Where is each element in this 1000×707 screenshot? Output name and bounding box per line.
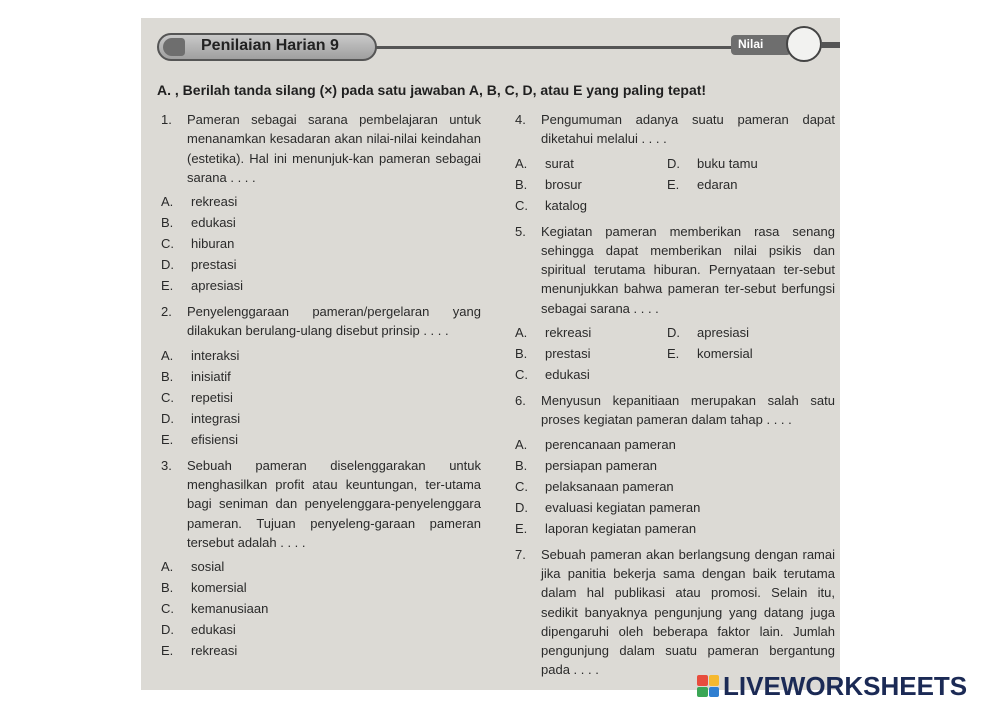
answer-option[interactable] xyxy=(515,434,835,455)
option-letter: C. xyxy=(515,197,528,213)
instruction-text: A. , Berilah tanda silang (×) pada satu jawaban A, B, C, D, atau E yang paling tepat! xyxy=(157,82,707,98)
question-number: 4. xyxy=(515,112,526,127)
answer-option[interactable] xyxy=(667,153,797,174)
answer-option[interactable] xyxy=(161,366,481,387)
answer-option[interactable] xyxy=(667,322,797,343)
option-text: edukasi xyxy=(191,215,236,231)
liveworksheets-logo-icon xyxy=(697,675,719,697)
option-letter: D. xyxy=(161,410,174,426)
score-bar-decoration xyxy=(821,42,840,48)
answer-option[interactable] xyxy=(161,254,481,275)
answer-option[interactable] xyxy=(515,174,667,195)
answer-option[interactable] xyxy=(515,364,667,385)
score-label-box xyxy=(731,35,791,55)
answer-option[interactable] xyxy=(667,343,797,364)
option-text: brosur xyxy=(545,176,582,192)
option-letter: E. xyxy=(667,346,680,362)
option-letter: B. xyxy=(515,346,528,362)
option-letter: A. xyxy=(515,325,528,341)
option-letter: B. xyxy=(515,176,528,192)
answer-option[interactable] xyxy=(515,343,667,364)
option-letter: C. xyxy=(515,367,528,383)
question-item xyxy=(515,110,835,149)
answer-option[interactable] xyxy=(515,455,835,476)
option-letter: D. xyxy=(515,499,528,515)
option-text: edukasi xyxy=(545,367,590,383)
option-letter: D. xyxy=(161,257,174,273)
question-item xyxy=(161,456,481,552)
question-number: 7. xyxy=(515,546,526,562)
option-letter: E. xyxy=(515,520,528,536)
answer-option[interactable] xyxy=(161,345,481,366)
answer-option[interactable] xyxy=(161,233,481,254)
question-item xyxy=(515,545,835,680)
answer-option[interactable] xyxy=(161,408,481,429)
logo-square xyxy=(709,687,720,698)
banner-cap-decoration xyxy=(163,38,185,56)
question-text: Sebuah pameran akan berlangsung dengan ramai jika panitia bekerja sama dengan baik terutama dalam hal publikasi atau promosi. Selain itu, sedikit banyaknya pengunjung yang datang juga dipengaruhi oleh beberapa faktor lain. Jumlah pengunjung dalam suatu pameran bergantung pada . . . . xyxy=(541,546,835,678)
option-text: inisiatif xyxy=(191,368,231,384)
answer-option[interactable] xyxy=(161,619,481,640)
answer-option[interactable] xyxy=(161,556,481,577)
answer-option[interactable] xyxy=(161,577,481,598)
option-text: edukasi xyxy=(191,622,236,638)
question-text: Kegiatan pameran memberikan rasa senang sehingga dapat memberikan nilai psikis dan spiritual terutama hiburan. Pernyataan ter-sebut menunjukkan bahwa pameran ter-sebut berfungsi sebagai sarana . . . . xyxy=(541,223,835,316)
option-letter: C. xyxy=(161,236,174,252)
option-text: buku tamu xyxy=(697,155,758,171)
option-text: prestasi xyxy=(191,257,237,273)
option-letter: D. xyxy=(667,325,680,341)
option-letter: E. xyxy=(667,176,680,192)
option-letter: A. xyxy=(515,155,528,171)
option-letter: E. xyxy=(161,643,174,659)
option-list xyxy=(161,345,481,450)
option-letter: B. xyxy=(515,457,528,473)
option-text: apresiasi xyxy=(191,278,244,294)
option-text: rekreasi xyxy=(191,194,238,210)
option-text: efisiensi xyxy=(191,431,238,447)
option-text: perencanaan pameran xyxy=(545,436,676,452)
answer-option[interactable] xyxy=(161,640,481,661)
option-letter: C. xyxy=(161,601,174,617)
option-letter: C. xyxy=(161,389,174,405)
left-question-column xyxy=(161,110,481,667)
option-letter: A. xyxy=(515,436,528,452)
option-text: integrasi xyxy=(191,410,241,426)
option-text: edaran xyxy=(697,176,738,192)
score-label: Nilai xyxy=(738,37,764,51)
liveworksheets-watermark xyxy=(697,671,997,701)
option-text: interaksi xyxy=(191,347,240,363)
answer-option[interactable] xyxy=(161,387,481,408)
option-text: komersial xyxy=(697,346,753,362)
question-item xyxy=(161,110,481,187)
score-circle xyxy=(786,26,822,62)
option-text: laporan kegiatan pameran xyxy=(545,520,697,536)
answer-option[interactable] xyxy=(161,191,481,212)
page-title: Penilaian Harian 9 xyxy=(201,37,339,54)
question-item xyxy=(515,391,835,430)
question-number: 1. xyxy=(161,112,172,127)
answer-option[interactable] xyxy=(161,598,481,619)
option-letter: A. xyxy=(161,194,174,210)
option-text: sosial xyxy=(191,559,225,575)
logo-square xyxy=(697,687,708,698)
answer-option[interactable] xyxy=(515,497,835,518)
option-text: repetisi xyxy=(191,389,233,405)
question-text: Sebuah pameran diselenggarakan untuk menghasilkan profit atau keuntungan, ter-utama bagi seniman dan penyelenggara-penyelenggara pameran. Tujuan penyeleng-garaan pameran tersebut adalah . . . . xyxy=(187,457,481,550)
watermark-text: LIVEWORKSHEETS xyxy=(723,670,968,701)
option-letter: B. xyxy=(161,368,174,384)
worksheet-page xyxy=(141,18,840,690)
question-number: 6. xyxy=(515,393,526,409)
answer-option[interactable] xyxy=(515,195,667,216)
question-number: 5. xyxy=(515,223,526,239)
option-text: hiburan xyxy=(191,236,235,252)
option-grid xyxy=(515,322,835,385)
option-letter: D. xyxy=(667,155,680,171)
answer-option[interactable] xyxy=(667,174,797,195)
option-list xyxy=(161,556,481,661)
question-item xyxy=(161,302,481,341)
option-text: evaluasi kegiatan pameran xyxy=(545,499,701,515)
option-text: rekreasi xyxy=(545,325,592,341)
option-letter: C. xyxy=(515,478,528,494)
option-text: apresiasi xyxy=(697,325,750,341)
question-text: Pengumuman adanya suatu pameran dapat diketahui melalui . . . . xyxy=(541,112,835,147)
question-text: Menyusun kepanitiaan merupakan salah satu proses kegiatan pameran dalam tahap . . . . xyxy=(541,393,835,428)
option-text: katalog xyxy=(545,197,587,213)
answer-option[interactable] xyxy=(515,476,835,497)
option-letter: D. xyxy=(161,622,174,638)
answer-option[interactable] xyxy=(515,153,667,174)
title-banner xyxy=(157,33,377,61)
question-text: Penyelenggaraan pameran/pergelaran yang dilakukan berulang-ulang disebut prinsip . . . . xyxy=(187,304,481,339)
option-letter: A. xyxy=(161,559,174,575)
logo-square xyxy=(709,675,720,686)
option-text: rekreasi xyxy=(191,643,238,659)
answer-option[interactable] xyxy=(161,212,481,233)
question-number: 2. xyxy=(161,304,172,320)
option-text: persiapan pameran xyxy=(545,457,658,473)
answer-option[interactable] xyxy=(161,275,481,296)
option-list xyxy=(515,434,835,539)
answer-option[interactable] xyxy=(515,322,667,343)
option-letter: B. xyxy=(161,580,174,596)
answer-option[interactable] xyxy=(515,518,835,539)
question-spacer xyxy=(161,661,481,667)
option-letter: E. xyxy=(161,431,174,447)
option-list xyxy=(161,191,481,296)
question-text: Pameran sebagai sarana pembelajaran untuk menanamkan kesadaran akan nilai-nilai keindahan (estetika). Hal ini menunjuk-kan pameran sebagai sarana . . . . xyxy=(187,112,481,185)
option-text: prestasi xyxy=(545,346,591,362)
option-text: surat xyxy=(545,155,574,171)
question-number: 3. xyxy=(161,457,172,473)
question-item xyxy=(515,222,835,318)
option-grid xyxy=(515,153,835,216)
right-question-column xyxy=(515,110,835,690)
answer-option[interactable] xyxy=(161,429,481,450)
option-text: pelaksanaan pameran xyxy=(545,478,674,494)
option-letter: E. xyxy=(161,278,174,294)
logo-square xyxy=(697,675,708,686)
option-text: komersial xyxy=(191,580,247,596)
option-letter: B. xyxy=(161,215,174,231)
option-letter: A. xyxy=(161,347,174,363)
option-text: kemanusiaan xyxy=(191,601,269,617)
